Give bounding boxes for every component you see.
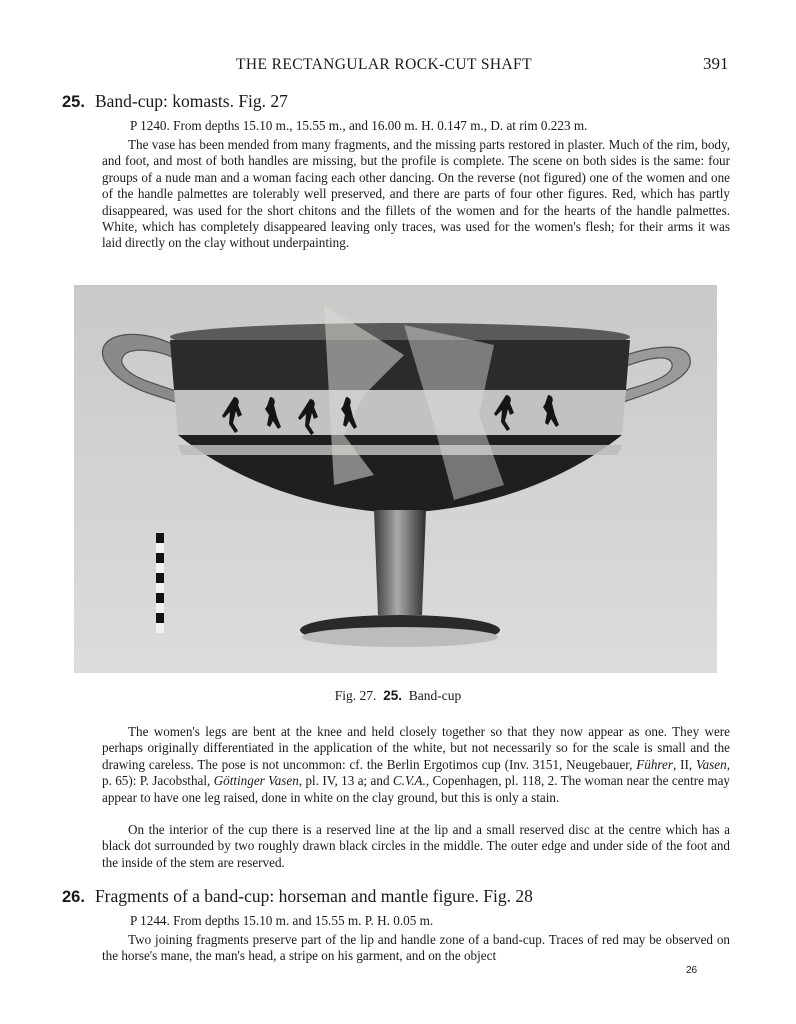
para1-text-b: , II, xyxy=(673,756,697,772)
discussion-paragraph-2 xyxy=(102,822,730,871)
caption-prefix: Fig. 27. xyxy=(334,688,377,703)
cup-lip xyxy=(170,340,630,390)
scale-bar xyxy=(156,533,164,633)
page-number: 391 xyxy=(703,54,729,73)
entry-25-number: 25. xyxy=(62,93,85,111)
cup-handle-zone xyxy=(174,390,626,435)
running-title: THE RECTANGULAR ROCK-CUT SHAFT xyxy=(236,56,532,73)
running-head xyxy=(0,54,796,76)
para1-text-a: The women's legs are bent at the knee and held closely together so that they now appear as one. They were perhaps originally differentiated in the application of the white, but not necessarily so for the scale is small and the drawing careless. The pose is not uncommon: cf. the Berlin Ergotimos cup (Inv. 3151, Neugebauer, xyxy=(102,724,730,772)
entry-25-description xyxy=(102,137,730,252)
para2-text: On the interior of the cup there is a reserved line at the lip and a small reserved disc at the centre which has a black dot surrounded by two roughly drawn black circles in the middle. The outer edge and under side of the foot and the inside of the stem are reserved. xyxy=(102,822,730,870)
para1-cva: C.V.A. xyxy=(392,773,426,789)
para1-text-c: , p. 65): P. Jacobsthal, xyxy=(102,756,730,789)
cup-stem xyxy=(374,510,426,615)
cup-reserved-band xyxy=(178,445,622,455)
entry-25-title: Band-cup: komasts. Fig. 27 xyxy=(94,91,288,111)
entry-26-title: Fragments of a band-cup: horseman and mantle figure. Fig. 28 xyxy=(94,886,533,906)
band-cup-illustration xyxy=(74,285,717,673)
entry-26-number: 26. xyxy=(62,888,85,906)
entry-25-description-text: The vase has been mended from many fragments, and the missing parts restored in plaster. Much of the rim, body, and foot, and most of both handles are missing, but the profile is complete. The scene on both sides is the same: four groups of a nude man and a woman facing each other dancing. On the reverse (not figured) one of the women and one of the handle palmettes are tolerably well preserved, and there are parts of four other figures. Red, which has partly disappeared, was used for the short chitons and the fillets of the women and for the hearts of the handle palmettes. White, which has completely disappeared leaving only traces, was used for the women's flesh; for their arms it was laid directly on the clay without underpainting. xyxy=(102,137,730,251)
entry-26-description xyxy=(102,932,730,965)
entry-26-heading xyxy=(62,886,533,907)
figure-caption xyxy=(0,688,796,704)
entry-25-heading xyxy=(62,91,288,112)
discussion-paragraph-1 xyxy=(102,724,730,806)
entry-25-catalogue-line: P 1240. From depths 15.10 m., 15.55 m., and 16.00 m. H. 0.147 m., D. at rim 0.223 m. xyxy=(130,118,588,133)
figure-27-photograph xyxy=(74,285,717,673)
para1-gottinger: Göttinger Vasen xyxy=(213,773,299,789)
signature-mark: 26 xyxy=(686,965,698,976)
para1-text-d: , pl. IV, 13 a; and xyxy=(298,773,393,789)
caption-label: Band-cup xyxy=(408,688,462,703)
para1-vasen: Vasen xyxy=(696,756,727,772)
entry-26-catalogue-line: P 1244. From depths 15.10 m. and 15.55 m. P. H. 0.05 m. xyxy=(130,913,434,928)
para1-fuhrer: Führer xyxy=(636,756,674,772)
para1-text-e: , Copenhagen, pl. 118, 2. The woman near the centre may appear to have one leg raised, done in white on the clay ground, but this is only a stain. xyxy=(102,773,730,805)
entry-26-description-text: Two joining fragments preserve part of the lip and handle zone of a band-cup. Traces of red may be observed on the horse's mane, the man's head, a stripe on his garment, and on the object xyxy=(102,932,730,964)
cup-foot-edge xyxy=(302,627,498,647)
caption-number: 25. xyxy=(383,688,402,703)
